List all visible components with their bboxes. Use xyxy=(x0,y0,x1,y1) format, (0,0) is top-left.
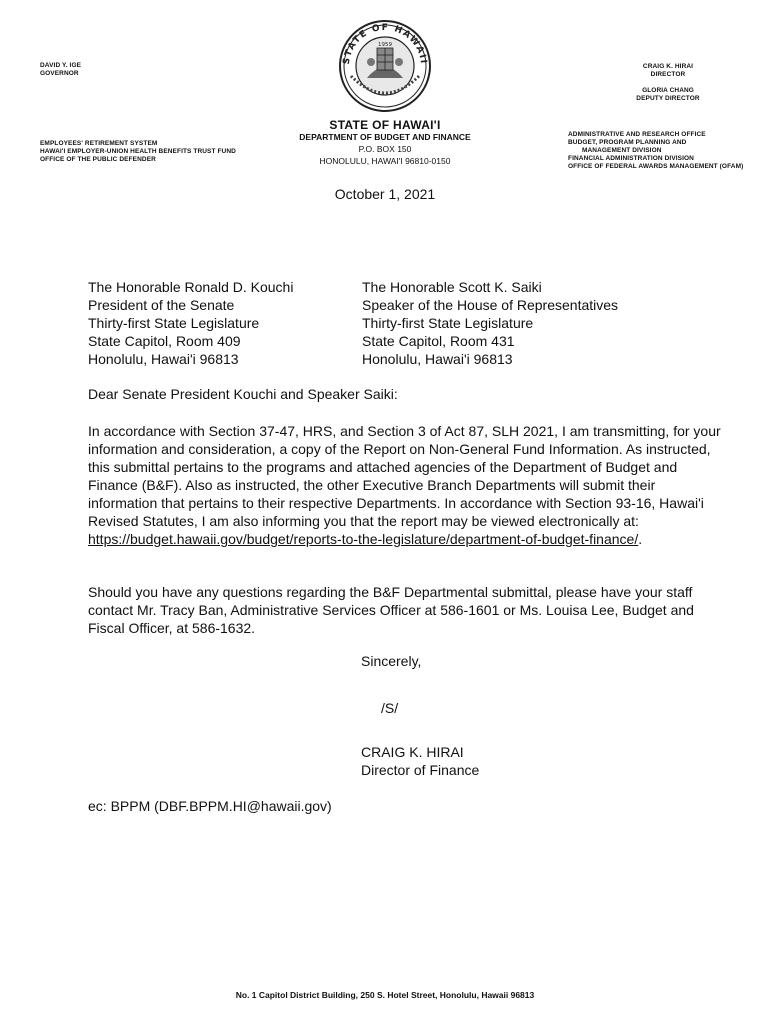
attached-agency: EMPLOYEES' RETIREMENT SYSTEM xyxy=(40,140,158,147)
paragraph-text: In accordance with Section 37-47, HRS, and Section 3 of Act 87, SLH 2021, I am transmitting, for your information and consideration, a copy of the Report on Non-General Fund Information. As instructed, this submittal pertains to the programs and attached agencies of the Department of Budget and Finance (B&F). Also as instructed, the other Executive Branch Departments will submit their information that pertains to their respective Departments. In accordance with Section 93-16, Hawai'i Revised Statutes, I am also informing you that the report may be viewed electronically at: xyxy=(88,423,721,529)
email-copy: ec: BPPM (DBF.BPPM.HI@hawaii.gov) xyxy=(88,798,332,814)
seal-icon xyxy=(337,18,433,114)
attached-agencies-block xyxy=(40,140,280,164)
recipient-line: Thirty-first State Legislature xyxy=(362,315,534,331)
signature-block xyxy=(361,743,479,779)
recipient-senate xyxy=(88,278,358,368)
seal-text: STATE OF HAWAII xyxy=(341,22,429,66)
director-spacer xyxy=(598,79,738,87)
paragraph-transmittal xyxy=(88,422,728,548)
deputy-director-title: DEPUTY DIRECTOR xyxy=(636,95,700,102)
signer-name: CRAIG K. HIRAI xyxy=(361,744,464,760)
recipient-line: Speaker of the House of Representatives xyxy=(362,297,619,313)
recipient-line: The Honorable Scott K. Saiki xyxy=(362,279,542,295)
office-item: MANAGEMENT DIVISION xyxy=(582,147,662,154)
footer-address: No. 1 Capitol District Building, 250 S. Hotel Street, Honolulu, Hawaii 96813 xyxy=(235,990,535,1000)
signer-title: Director of Finance xyxy=(361,762,480,778)
office-item: BUDGET, PROGRAM PLANNING AND xyxy=(568,139,687,146)
recipient-line: Honolulu, Hawai'i 96813 xyxy=(362,351,513,367)
report-link[interactable]: https://budget.hawaii.gov/budget/reports-to-the-legislature/department-of-budget-finance/ xyxy=(88,531,639,547)
state-title: STATE OF HAWAI'I xyxy=(329,118,441,132)
letter-date: October 1, 2021 xyxy=(334,186,436,202)
office-item: OFFICE OF FEDERAL AWARDS MANAGEMENT (OFAM) xyxy=(568,163,744,170)
state-seal xyxy=(337,18,433,114)
department-name: DEPARTMENT OF BUDGET AND FINANCE xyxy=(299,132,471,142)
governor-title: GOVERNOR xyxy=(40,70,79,77)
salutation: Dear Senate President Kouchi and Speaker Saiki: xyxy=(88,386,398,402)
po-box: P.O. BOX 150 xyxy=(358,144,412,154)
recipient-line: President of the Senate xyxy=(88,297,235,313)
recipient-house xyxy=(362,278,682,368)
recipient-line: State Capitol, Room 431 xyxy=(362,333,515,349)
seal-year: 1959 xyxy=(378,42,392,48)
city-address: HONOLULU, HAWAI'I 96810-0150 xyxy=(319,156,451,166)
governor-block xyxy=(40,62,190,78)
director-name: CRAIG K. HIRAI xyxy=(642,63,694,70)
recipient-line: The Honorable Ronald D. Kouchi xyxy=(88,279,294,295)
attached-agency: OFFICE OF THE PUBLIC DEFENDER xyxy=(40,156,156,163)
recipient-line: State Capitol, Room 409 xyxy=(88,333,241,349)
governor-name: DAVID Y. IGE xyxy=(40,62,82,69)
paragraph-period: . xyxy=(638,531,643,547)
recipient-line: Honolulu, Hawai'i 96813 xyxy=(88,351,239,367)
closing: Sincerely, xyxy=(361,653,422,669)
attached-agency: HAWAI'I EMPLOYER-UNION HEALTH BENEFITS TRUST FUND xyxy=(40,148,236,155)
office-item: ADMINISTRATIVE AND RESEARCH OFFICE xyxy=(568,131,706,138)
recipient-line: Thirty-first State Legislature xyxy=(88,315,260,331)
signature-mark: /S/ xyxy=(381,700,399,716)
letterhead-center xyxy=(260,118,510,167)
director-title: DIRECTOR xyxy=(650,71,686,78)
offices-block xyxy=(568,131,768,171)
director-block xyxy=(598,63,738,103)
office-item: FINANCIAL ADMINISTRATION DIVISION xyxy=(568,155,694,162)
deputy-director-name: GLORIA CHANG xyxy=(642,87,694,94)
paragraph-contacts: Should you have any questions regarding the B&F Departmental submittal, please have your staff contact Mr. Tracy Ban, Administrative Services Officer at 586-1601 or Ms. Louisa Lee, Budget and Fiscal Officer, at 586-1632. xyxy=(88,584,694,636)
